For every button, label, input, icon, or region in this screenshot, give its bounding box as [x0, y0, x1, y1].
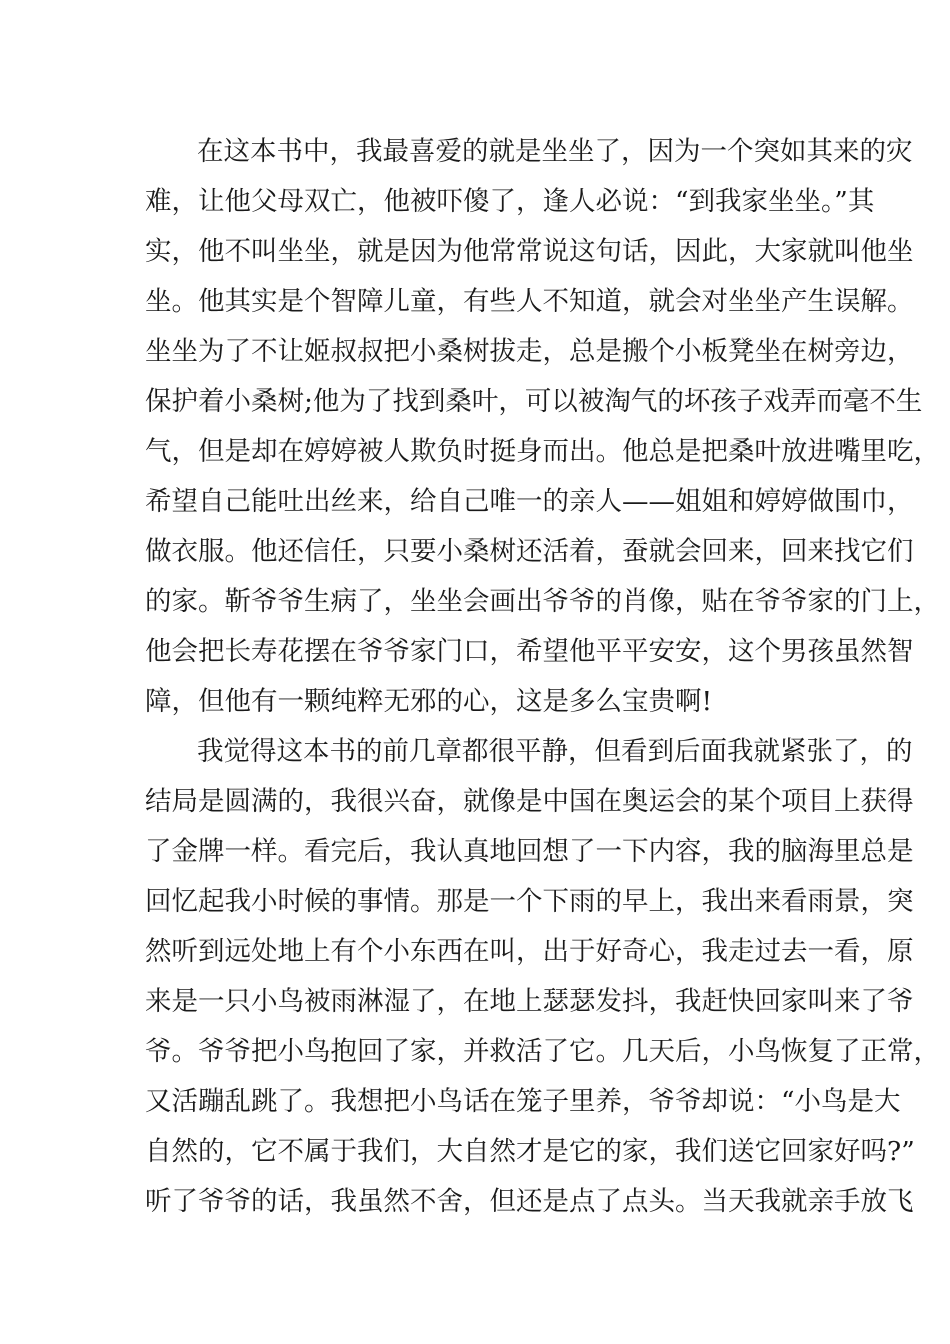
text-line: 在这本书中，我最喜爱的就是坐坐了，因为一个突如其来的灾 — [197, 136, 913, 167]
text-line: 结局是圆满的，我很兴奋，就像是中国在奥运会的某个项目上获得 — [145, 786, 914, 817]
text-line: 爷。爷爷把小鸟抱回了家，并救活了它。几天后，小鸟恢复了正常， — [145, 1036, 940, 1067]
text-line: 我觉得这本书的前几章都很平静，但看到后面我就紧张了，的 — [197, 736, 913, 767]
text-line: 他会把长寿花摆在爷爷家门口，希望他平平安安，这个男孩虽然智 — [145, 636, 914, 667]
text-line: 坐坐为了不让姬叔叔把小桑树拔走，总是搬个小板凳坐在树旁边， — [145, 336, 914, 367]
text-line: 又活蹦乱跳了。我想把小鸟话在笼子里养，爷爷却说：“小鸟是大 — [145, 1086, 901, 1117]
text-line: 障，但他有一颗纯粹无邪的心，这是多么宝贵啊! — [145, 686, 713, 717]
text-line: 然听到远处地上有个小东西在叫，出于好奇心，我走过去一看，原 — [145, 936, 914, 967]
text-line: 坐。他其实是个智障儿童，有些人不知道，就会对坐坐产生误解。 — [145, 286, 914, 317]
text-line: 保护着小桑树;他为了找到桑叶，可以被淘气的坏孩子戏弄而毫不生 — [145, 386, 923, 417]
text-line: 的家。靳爷爷生病了，坐坐会画出爷爷的肖像，贴在爷爷家的门上， — [145, 586, 940, 617]
text-line: 听了爷爷的话，我虽然不舍，但还是点了点头。当天我就亲手放飞 — [145, 1186, 914, 1217]
text-line: 了金牌一样。看完后，我认真地回想了一下内容，我的脑海里总是 — [145, 836, 914, 867]
text-line: 难，让他父母双亡，他被吓傻了，逢人必说：“到我家坐坐。”其 — [145, 186, 875, 217]
text-line: 做衣服。他还信任，只要小桑树还活着，蚕就会回来，回来找它们 — [145, 536, 914, 567]
text-line: 回忆起我小时候的事情。那是一个下雨的早上，我出来看雨景，突 — [145, 886, 914, 917]
text-line: 气，但是却在婷婷被人欺负时挺身而出。他总是把桑叶放进嘴里吃， — [145, 436, 940, 467]
text-line: 自然的，它不属于我们，大自然才是它的家，我们送它回家好吗?” — [145, 1136, 915, 1167]
text-line: 实，他不叫坐坐，就是因为他常常说这句话，因此，大家就叫他坐 — [145, 236, 914, 267]
text-line: 希望自己能吐出丝来，给自己唯一的亲人——姐姐和婷婷做围巾， — [145, 486, 914, 517]
text-line: 来是一只小鸟被雨淋湿了，在地上瑟瑟发抖，我赶快回家叫来了爷 — [145, 986, 914, 1017]
